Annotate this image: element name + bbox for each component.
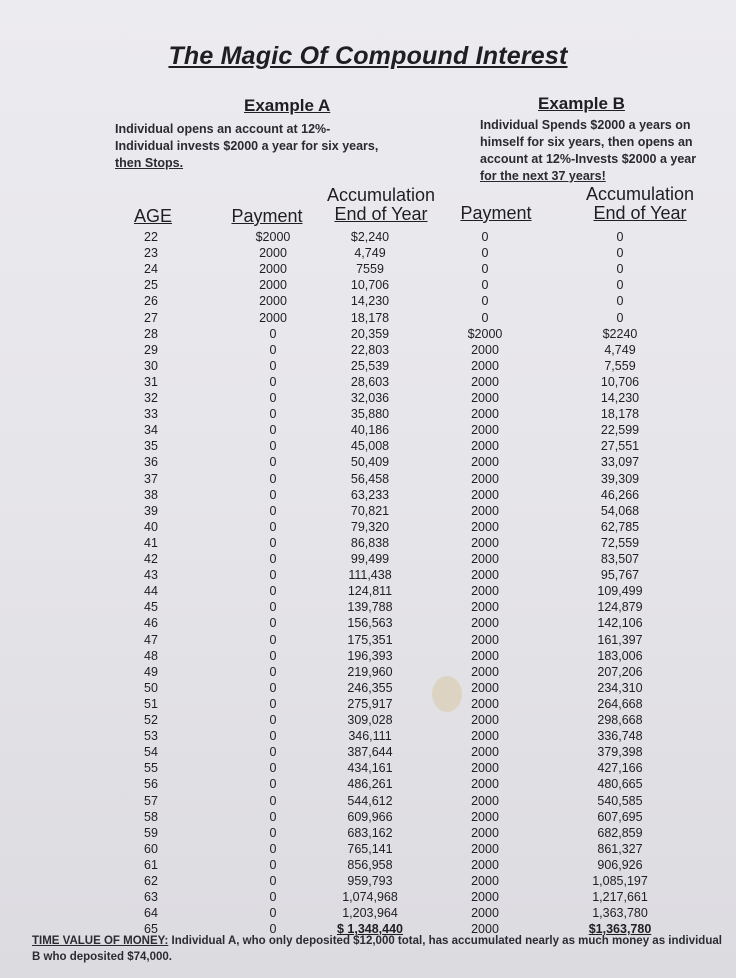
cell-payment-a: 0 [269, 680, 277, 695]
column-header-accumulation-a [322, 186, 440, 224]
cell-payment-a: 0 [269, 439, 277, 454]
cell-payment-a: 0 [269, 455, 277, 470]
cell-payment-a: 0 [269, 535, 277, 550]
cell-age: 53 [144, 729, 158, 744]
cell-age: 25 [144, 278, 158, 293]
cell-accumulation-b: 7,559 [604, 358, 636, 373]
page-title: The Magic Of Compound Interest [168, 42, 568, 70]
cell-accumulation-a: 544,612 [347, 793, 393, 808]
cell-accumulation-a: 683,162 [347, 825, 393, 840]
cell-payment-a: 0 [269, 503, 277, 518]
cell-payment-b: 2000 [471, 680, 499, 695]
table-row [0, 793, 736, 809]
cell-accumulation-b: 0 [616, 310, 624, 325]
cell-accumulation-a: 124,811 [347, 584, 393, 599]
cell-age: 61 [144, 857, 158, 872]
footer-note [32, 933, 732, 965]
cell-payment-a: 0 [269, 874, 277, 888]
cell-payment-a: 0 [269, 793, 277, 808]
cell-age: 48 [144, 648, 158, 663]
cell-accumulation-b: 10,706 [600, 374, 640, 389]
cell-accumulation-b: $1,363,780 [588, 922, 652, 937]
table-row [0, 728, 736, 744]
table-row [0, 664, 736, 680]
cell-accumulation-b: 207,206 [597, 664, 643, 679]
table-row [0, 454, 736, 470]
table-row [0, 358, 736, 374]
column-header-age [126, 207, 180, 226]
cell-accumulation-b: 161,397 [597, 632, 643, 647]
cell-payment-a: 0 [269, 519, 277, 534]
cell-age: 63 [144, 890, 158, 905]
cell-accumulation-b: 480,665 [597, 777, 643, 792]
cell-accumulation-a: 275,917 [347, 696, 393, 711]
cell-accumulation-a: 346,111 [348, 729, 392, 744]
cell-accumulation-b: 1,363,780 [592, 906, 648, 921]
cell-payment-b: 2000 [471, 713, 499, 727]
column-header-accumulation-a-line2: End of Year [334, 204, 428, 224]
cell-accumulation-b: 379,398 [597, 745, 643, 760]
table-row [0, 760, 736, 776]
cell-accumulation-a: 70,821 [350, 503, 390, 518]
table-row [0, 712, 736, 728]
cell-payment-b: 2000 [471, 729, 499, 744]
cell-payment-a: 0 [269, 407, 277, 422]
cell-payment-b: 2000 [471, 374, 499, 389]
cell-accumulation-a: 45,008 [350, 439, 390, 454]
cell-payment-b: 2000 [471, 503, 499, 518]
table-row [0, 696, 736, 712]
cell-accumulation-b: 95,767 [600, 568, 640, 583]
cell-age: 38 [144, 487, 158, 502]
cell-age: 24 [144, 262, 158, 277]
table-row [0, 776, 736, 792]
cell-accumulation-a: 387,644 [347, 745, 393, 760]
table-row [0, 422, 736, 438]
cell-accumulation-b: 427,166 [597, 761, 643, 776]
cell-age: 27 [144, 310, 158, 325]
cell-accumulation-a: 1,203,964 [342, 906, 398, 921]
cell-payment-a: 0 [269, 471, 277, 486]
cell-age: 23 [144, 246, 158, 261]
footer-label: TIME VALUE OF MONEY: [32, 935, 169, 947]
cell-accumulation-a: $ 1,348,440 [336, 922, 404, 937]
cell-payment-a: 0 [269, 632, 277, 647]
table-row [0, 310, 736, 326]
cell-payment-b: 2000 [471, 584, 499, 599]
cell-accumulation-b: 540,585 [597, 793, 643, 808]
cell-accumulation-a: 50,409 [350, 455, 390, 470]
cell-payment-a: 0 [269, 487, 277, 502]
cell-payment-b: 0 [481, 294, 489, 309]
table-row [0, 438, 736, 454]
cell-accumulation-a: 7559 [356, 262, 384, 277]
cell-accumulation-a: 28,603 [350, 374, 390, 389]
cell-payment-a: 0 [269, 568, 277, 583]
cell-accumulation-a: 139,788 [347, 600, 393, 615]
cell-age: 28 [144, 326, 158, 341]
cell-accumulation-a: 4,749 [354, 246, 386, 261]
cell-age: 31 [144, 374, 158, 389]
cell-payment-b: 2000 [471, 632, 499, 647]
cell-age: 22 [144, 230, 158, 244]
cell-payment-a: 2000 [259, 310, 287, 325]
cell-age: 57 [144, 793, 158, 808]
cell-accumulation-b: 234,310 [597, 680, 643, 695]
cell-accumulation-a: 111,438 [348, 568, 392, 583]
cell-accumulation-a: 959,793 [347, 874, 393, 888]
cell-payment-b: 2000 [471, 648, 499, 663]
cell-accumulation-b: 0 [616, 278, 624, 293]
cell-payment-b: 2000 [471, 568, 499, 583]
cell-payment-b: 0 [481, 278, 489, 293]
cell-accumulation-a: 22,803 [350, 342, 390, 357]
cell-accumulation-b: 83,507 [600, 552, 640, 566]
cell-payment-a: 0 [269, 825, 277, 840]
cell-payment-b: 2000 [471, 793, 499, 808]
cell-age: 52 [144, 713, 158, 727]
cell-accumulation-b: 54,068 [600, 503, 640, 518]
cell-payment-b: 2000 [471, 552, 499, 566]
cell-age: 58 [144, 809, 158, 824]
cell-accumulation-a: 609,966 [347, 809, 393, 824]
cell-payment-b: 0 [481, 230, 489, 244]
cell-accumulation-b: 861,327 [597, 841, 643, 856]
cell-payment-a: 2000 [259, 262, 287, 277]
cell-accumulation-b: 72,559 [600, 535, 640, 550]
cell-accumulation-b: 18,178 [600, 407, 640, 422]
cell-accumulation-b: 109,499 [597, 584, 643, 599]
cell-accumulation-a: 99,499 [350, 552, 390, 566]
cell-payment-a: 0 [269, 761, 277, 776]
cell-accumulation-b: 62,785 [600, 519, 640, 534]
table-row [0, 680, 736, 696]
table-row [0, 857, 736, 873]
cell-payment-b: 2000 [471, 890, 499, 905]
cell-payment-a: 2000 [259, 294, 287, 309]
column-header-payment-a [228, 207, 306, 226]
cell-age: 42 [144, 552, 158, 566]
cell-accumulation-b: 298,668 [597, 713, 643, 727]
cell-accumulation-a: 18,178 [350, 310, 390, 325]
table-row [0, 535, 736, 551]
cell-payment-a: 2000 [259, 278, 287, 293]
cell-accumulation-b: 33,097 [600, 455, 640, 470]
cell-payment-a: 0 [269, 648, 277, 663]
cell-accumulation-b: 0 [616, 262, 624, 277]
cell-accumulation-b: 124,879 [597, 600, 643, 615]
cell-payment-a: 0 [269, 664, 277, 679]
example-b-line: himself for six years, then opens an [480, 135, 693, 149]
table-row [0, 261, 736, 277]
cell-payment-a: 0 [269, 857, 277, 872]
cell-accumulation-a: 40,186 [350, 423, 390, 438]
example-b-heading: Example B [538, 94, 625, 113]
cell-age: 62 [144, 874, 158, 888]
cell-payment-b: 2000 [471, 342, 499, 357]
table-row [0, 406, 736, 422]
cell-accumulation-a: 1,074,968 [342, 890, 398, 905]
cell-payment-a: 0 [269, 342, 277, 357]
table-row [0, 841, 736, 857]
cell-age: 59 [144, 825, 158, 840]
example-b-line: account at 12%-Invests $2000 a year [480, 152, 697, 166]
cell-payment-b: 0 [481, 310, 489, 325]
cell-age: 26 [144, 294, 158, 309]
cell-accumulation-a: 765,141 [347, 841, 393, 856]
cell-payment-a: 0 [269, 906, 277, 921]
example-b-line: for the next 37 years! [480, 169, 606, 183]
cell-age: 39 [144, 503, 158, 518]
table-row [0, 825, 736, 841]
table-row [0, 277, 736, 293]
table-row [0, 615, 736, 631]
cell-accumulation-b: 14,230 [600, 391, 640, 405]
cell-payment-a: 0 [269, 423, 277, 438]
cell-payment-a: 0 [269, 890, 277, 905]
cell-payment-b: 2000 [471, 423, 499, 438]
cell-accumulation-b: 906,926 [597, 857, 643, 872]
table-row [0, 551, 736, 567]
table-row [0, 229, 736, 245]
cell-payment-a: 0 [269, 713, 277, 727]
cell-payment-a: 0 [269, 584, 277, 599]
table-row [0, 293, 736, 309]
column-header-accumulation-b [580, 185, 700, 223]
cell-payment-a: 0 [269, 696, 277, 711]
cell-payment-a: $2000 [255, 230, 291, 244]
table-row [0, 326, 736, 342]
cell-age: 29 [144, 342, 158, 357]
cell-payment-b: 2000 [471, 761, 499, 776]
cell-payment-b: 2000 [471, 455, 499, 470]
cell-payment-b: 2000 [471, 391, 499, 405]
example-a-line: Individual opens an account at 12%- [115, 122, 331, 136]
cell-age: 30 [144, 358, 158, 373]
cell-age: 51 [144, 696, 158, 711]
cell-payment-b: 2000 [471, 439, 499, 454]
cell-payment-b: 2000 [471, 745, 499, 760]
cell-payment-b: 2000 [471, 616, 499, 631]
cell-accumulation-a: 219,960 [347, 664, 393, 679]
cell-age: 36 [144, 455, 158, 470]
cell-payment-a: 0 [269, 358, 277, 373]
cell-accumulation-b: 264,668 [597, 696, 643, 711]
column-header-accumulation-b-line1: Accumulation [585, 184, 695, 204]
cell-age: 32 [144, 391, 158, 405]
cell-payment-b: 2000 [471, 487, 499, 502]
cell-age: 55 [144, 761, 158, 776]
cell-accumulation-a: 35,880 [350, 407, 390, 422]
cell-payment-a: 0 [269, 922, 277, 937]
cell-payment-a: 0 [269, 552, 277, 566]
cell-accumulation-a: 32,036 [350, 391, 390, 405]
table-row [0, 583, 736, 599]
column-header-payment-b-text: Payment [460, 203, 532, 223]
cell-accumulation-b: 1,085,197 [592, 874, 648, 888]
cell-accumulation-a: 434,161 [347, 761, 393, 776]
example-a-heading: Example A [244, 96, 331, 115]
column-header-payment-b [456, 204, 536, 223]
cell-payment-b: 2000 [471, 696, 499, 711]
cell-accumulation-a: 175,351 [347, 632, 393, 647]
table-row [0, 873, 736, 889]
table-row [0, 905, 736, 921]
example-b-line: Individual Spends $2000 a years on [480, 118, 691, 132]
cell-accumulation-a: $2,240 [350, 230, 390, 244]
table-row [0, 599, 736, 615]
cell-payment-b: 2000 [471, 841, 499, 856]
cell-accumulation-a: 14,230 [350, 294, 390, 309]
column-header-accumulation-b-line2: End of Year [593, 203, 687, 223]
cell-accumulation-b: 0 [616, 294, 624, 309]
cell-payment-b: 2000 [471, 874, 499, 888]
cell-payment-a: 0 [269, 745, 277, 760]
cell-payment-b: 2000 [471, 407, 499, 422]
cell-payment-a: 0 [269, 326, 277, 341]
cell-payment-b: 2000 [471, 809, 499, 824]
footer-text: Individual A, who only deposited $12,000 total, has accumulated nearly as much money as individual B who deposited $74,000. [32, 935, 722, 963]
cell-payment-b: 2000 [471, 471, 499, 486]
cell-accumulation-b: 27,551 [600, 439, 640, 454]
cell-accumulation-a: 246,355 [347, 680, 393, 695]
cell-payment-b: 2000 [471, 825, 499, 840]
cell-age: 37 [144, 471, 158, 486]
cell-age: 45 [144, 600, 158, 615]
table-row [0, 487, 736, 503]
cell-payment-a: 0 [269, 616, 277, 631]
cell-payment-b: 2000 [471, 535, 499, 550]
cell-age: 43 [144, 568, 158, 583]
cell-accumulation-b: 1,217,661 [592, 890, 648, 905]
cell-accumulation-a: 10,706 [350, 278, 390, 293]
cell-accumulation-b: $2240 [602, 326, 638, 341]
cell-payment-b: 2000 [471, 600, 499, 615]
cell-accumulation-a: 309,028 [347, 713, 393, 727]
cell-accumulation-b: 22,599 [600, 423, 640, 438]
table-row [0, 342, 736, 358]
example-a-line: then Stops. [115, 156, 184, 170]
cell-accumulation-b: 682,859 [597, 825, 643, 840]
cell-payment-b: 2000 [471, 519, 499, 534]
cell-accumulation-b: 336,748 [597, 729, 643, 744]
table-row [0, 809, 736, 825]
table-row [0, 567, 736, 583]
cell-age: 47 [144, 632, 158, 647]
cell-accumulation-a: 56,458 [350, 471, 390, 486]
cell-accumulation-a: 156,563 [347, 616, 393, 631]
cell-accumulation-b: 46,266 [600, 487, 640, 502]
table-row [0, 744, 736, 760]
cell-accumulation-b: 0 [616, 230, 624, 244]
cell-age: 44 [144, 584, 158, 599]
cell-accumulation-b: 4,749 [604, 342, 636, 357]
cell-age: 40 [144, 519, 158, 534]
cell-accumulation-b: 142,106 [597, 616, 643, 631]
example-a-description [115, 121, 415, 172]
cell-payment-b: 2000 [471, 906, 499, 921]
cell-age: 46 [144, 616, 158, 631]
cell-payment-a: 2000 [259, 246, 287, 261]
table-row [0, 889, 736, 905]
cell-accumulation-a: 25,539 [350, 358, 390, 373]
cell-age: 49 [144, 664, 158, 679]
cell-age: 54 [144, 745, 158, 760]
cell-accumulation-a: 856,958 [347, 857, 393, 872]
table-row [0, 374, 736, 390]
column-header-accumulation-a-line1: Accumulation [326, 185, 436, 205]
cell-accumulation-a: 79,320 [350, 519, 390, 534]
cell-accumulation-a: 63,233 [350, 487, 390, 502]
cell-payment-a: 0 [269, 841, 277, 856]
cell-payment-a: 0 [269, 391, 277, 405]
cell-payment-b: 0 [481, 246, 489, 261]
cell-payment-a: 0 [269, 600, 277, 615]
cell-payment-a: 0 [269, 809, 277, 824]
cell-payment-b: 2000 [471, 857, 499, 872]
cell-payment-b: 2000 [471, 664, 499, 679]
table-row [0, 245, 736, 261]
table-row [0, 390, 736, 406]
table-row [0, 632, 736, 648]
cell-accumulation-b: 0 [616, 246, 624, 261]
cell-age: 50 [144, 680, 158, 695]
example-a-line: Individual invests $2000 a year for six years, [115, 139, 379, 153]
cell-age: 65 [144, 922, 158, 937]
cell-payment-b: 2000 [471, 922, 499, 937]
table-row [0, 519, 736, 535]
cell-accumulation-a: 486,261 [347, 777, 393, 792]
cell-payment-b: 2000 [471, 358, 499, 373]
cell-age: 64 [144, 906, 158, 921]
cell-accumulation-a: 86,838 [350, 535, 390, 550]
cell-payment-b: 0 [481, 262, 489, 277]
cell-age: 34 [144, 423, 158, 438]
cell-accumulation-a: 196,393 [347, 648, 393, 663]
cell-age: 41 [144, 535, 158, 550]
cell-age: 33 [144, 407, 158, 422]
cell-age: 35 [144, 439, 158, 454]
example-b-description [480, 117, 720, 185]
table-row [0, 648, 736, 664]
cell-payment-a: 0 [269, 729, 277, 744]
column-header-age-text: AGE [133, 206, 172, 226]
cell-payment-b: 2000 [471, 777, 499, 792]
cell-payment-a: 0 [269, 777, 277, 792]
cell-accumulation-b: 39,309 [600, 471, 640, 486]
cell-payment-b: $2000 [467, 326, 503, 341]
cell-accumulation-b: 607,695 [597, 809, 643, 824]
cell-accumulation-a: 20,359 [350, 326, 390, 341]
cell-age: 56 [144, 777, 158, 792]
table-row [0, 471, 736, 487]
table-row [0, 503, 736, 519]
column-header-payment-a-text: Payment [231, 206, 303, 226]
cell-payment-a: 0 [269, 374, 277, 389]
cell-age: 60 [144, 841, 158, 856]
cell-accumulation-b: 183,006 [597, 648, 643, 663]
